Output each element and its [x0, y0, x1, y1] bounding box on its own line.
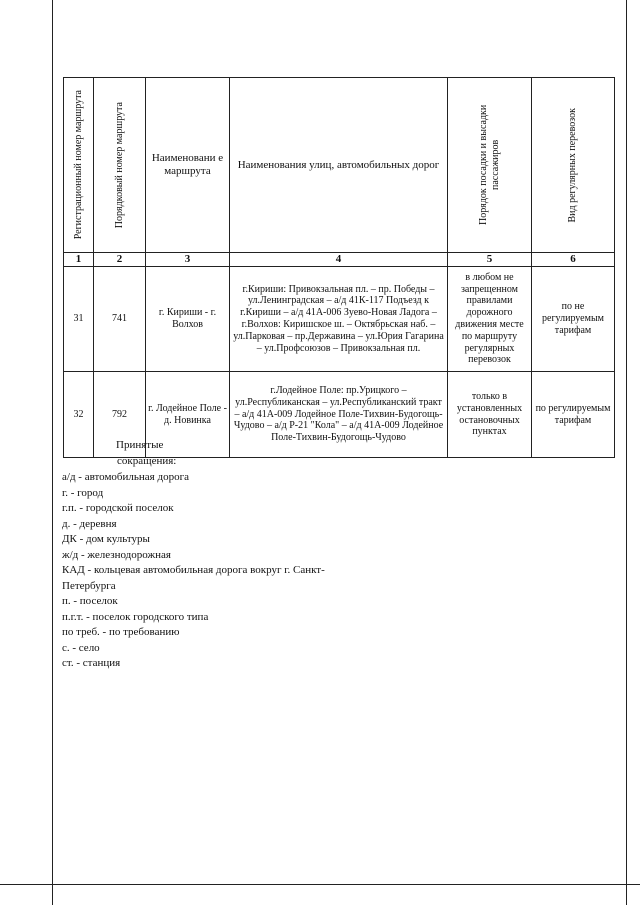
header-reg-number: Регистрационный номер маршрута: [64, 78, 94, 253]
abbreviation-item: д. - деревня: [62, 517, 117, 530]
cell-route-name: г. Лодейное Поле - д. Новинка: [146, 372, 230, 458]
abbreviation-item: по треб. - по требованию: [62, 626, 180, 638]
abbreviations-title: Принятые: [116, 439, 164, 451]
cell-route-name: г. Кириши - г. Волхов: [146, 267, 230, 372]
cell-reg-number: 32: [64, 372, 94, 458]
abbreviation-item: г. - город: [62, 486, 104, 499]
abbreviation-item: ж/д - железнодорожная: [62, 548, 171, 561]
abbreviations-title-2: сокращения:: [117, 454, 177, 467]
abbreviation-item: п. - поселок: [62, 595, 118, 607]
cell-boarding: только в установленных остановочных пунктах: [448, 372, 532, 458]
cell-boarding: в любом не запрещенном правилами дорожного движения месте по маршруту регулярных перевозок: [448, 267, 532, 372]
abbreviation-item: КАД - кольцевая автомобильная дорога вокруг г. Санкт-Петербурга: [62, 564, 325, 592]
table-header-row: [64, 78, 615, 253]
header-transport-type: Вид регулярных перевозок: [532, 78, 615, 253]
scan-left-edge: [52, 0, 53, 905]
abbreviation-item: с. - село: [62, 641, 100, 654]
column-number: 4: [230, 253, 448, 267]
cell-seq-number: 741: [94, 267, 146, 372]
header-seq-number: Порядковый номер маршрута: [94, 78, 146, 253]
column-number: 3: [146, 253, 230, 267]
abbreviation-item: ДК - дом культуры: [62, 533, 150, 545]
column-number: 6: [532, 253, 615, 267]
scan-right-edge: [626, 0, 627, 905]
column-number: 1: [64, 253, 94, 267]
cell-transport-type: по не регулируемым тарифам: [532, 267, 615, 372]
abbreviation-item: г.п. - городской поселок: [62, 502, 174, 514]
scan-bottom-edge: [0, 884, 640, 885]
cell-seq-number: 792: [94, 372, 146, 458]
column-number: 5: [448, 253, 532, 267]
column-number-row: [64, 253, 615, 267]
header-boarding: Порядок посадки и высадки пассажиров: [448, 78, 532, 253]
cell-transport-type: по регулируемым тарифам: [532, 372, 615, 458]
cell-streets: г.Кириши: Привокзальная пл. – пр. Победы – ул.Ленинградская – а/д 41К-117 Подъезд к г.Кириши – а/д 41А-006 Зуево-Новая Ладога – г.Волхов: Киришское ш. – Октябрьская наб. – ул.Парковая – пр.Державина – ул.Юрия Гагарина – ул.Профсоюзов – Привокзальная пл.: [230, 267, 448, 372]
abbreviation-item: ст. - станция: [62, 657, 121, 669]
abbreviations-block: [62, 438, 362, 672]
routes-table: [63, 77, 615, 458]
table-row: [64, 267, 615, 372]
cell-streets: г.Лодейное Поле: пр.Урицкого – ул.Республиканская – ул.Республиканский тракт – а/д 41А-009 Лодейное Поле-Тихвин-Будогощь-Чудово – а/д Р-21 "Кола" – а/д 41А-009 Лодейное Поле-Тихвин-Будогощь-Чудово: [230, 372, 448, 458]
abbreviation-item: а/д - автомобильная дорога: [62, 471, 189, 483]
header-route-name: Наименовани е маршрута: [146, 78, 230, 253]
cell-reg-number: 31: [64, 267, 94, 372]
abbreviation-item: п.г.т. - поселок городского типа: [62, 610, 209, 623]
header-streets: Наименования улиц, автомобильных дорог: [230, 78, 448, 253]
column-number: 2: [94, 253, 146, 267]
